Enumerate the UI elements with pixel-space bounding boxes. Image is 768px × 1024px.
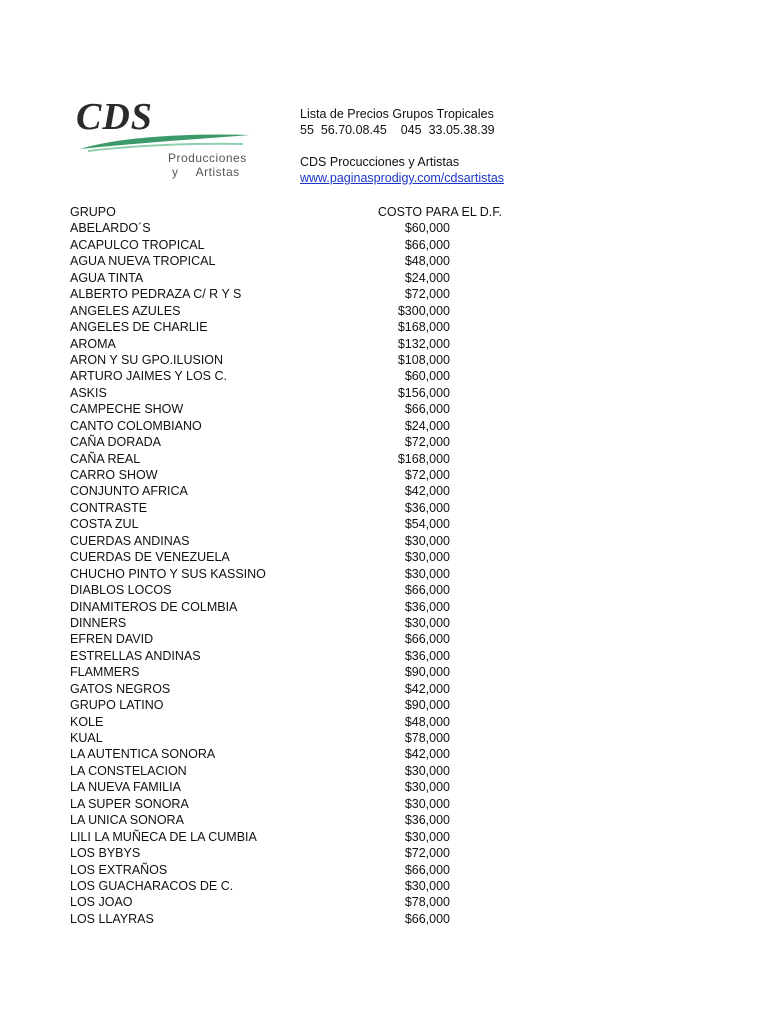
group-price: $24,000 — [404, 270, 450, 285]
group-name: LA SUPER SONORA — [70, 796, 189, 811]
group-name: CUERDAS DE VENEZUELA — [70, 550, 230, 565]
price-list-title: Lista de Precios Grupos Tropicales — [300, 107, 494, 121]
group-name: LOS EXTRAÑOS — [70, 862, 168, 877]
group-price: $66,000 — [404, 237, 450, 252]
group-name: LA NUEVA FAMILIA — [70, 780, 181, 795]
table-row — [70, 237, 460, 253]
group-price: $30,000 — [404, 615, 450, 630]
group-name: KOLE — [70, 714, 104, 729]
group-price: $30,000 — [404, 829, 450, 844]
group-name: KUAL — [70, 731, 103, 745]
group-price: $24,000 — [404, 418, 450, 433]
table-row — [70, 615, 460, 631]
group-name: DINAMITEROS DE COLMBIA — [70, 599, 238, 614]
table-row — [70, 763, 460, 779]
table-row — [70, 319, 460, 335]
group-name: LA UNICA SONORA — [70, 813, 184, 828]
group-name: LILI LA MUÑECA DE LA CUMBIA — [70, 829, 257, 844]
group-price: $42,000 — [404, 484, 450, 499]
group-name: CONJUNTO AFRICA — [70, 484, 188, 499]
group-name: AGUA TINTA — [70, 270, 144, 285]
group-price: $42,000 — [404, 747, 450, 762]
group-price: $36,000 — [404, 648, 450, 663]
company-logo — [68, 95, 268, 190]
table-row — [70, 714, 460, 730]
group-price: $48,000 — [404, 714, 450, 729]
group-name: FLAMMERS — [70, 665, 140, 680]
table-row — [70, 631, 460, 647]
group-price: $36,000 — [404, 599, 450, 614]
table-row — [70, 566, 460, 582]
group-name: ABELARDO´S — [70, 221, 151, 236]
logo-subtitle — [168, 151, 268, 179]
group-name: CHUCHO PINTO Y SUS KASSINO — [70, 566, 266, 581]
group-name: LOS GUACHARACOS DE C. — [70, 878, 234, 893]
group-name: ARTURO JAIMES Y LOS C. — [70, 369, 227, 384]
logo-sub-line2: y Artistas — [172, 165, 240, 179]
group-name: LOS LLAYRAS — [70, 911, 154, 926]
group-name: CONTRASTE — [70, 500, 148, 515]
group-price: $168,000 — [397, 320, 450, 335]
group-price: $78,000 — [404, 731, 450, 745]
group-price: $42,000 — [404, 681, 450, 696]
group-name: DIABLOS LOCOS — [70, 583, 172, 598]
group-name: CUERDAS ANDINAS — [70, 533, 190, 548]
group-price: $30,000 — [404, 878, 450, 893]
group-price: $60,000 — [404, 221, 450, 236]
table-row — [70, 599, 460, 615]
group-price: $90,000 — [404, 698, 450, 713]
group-price: $132,000 — [397, 336, 450, 351]
group-price: $30,000 — [404, 796, 450, 811]
table-row — [70, 878, 460, 894]
table-row — [70, 829, 460, 845]
group-name: CARRO SHOW — [70, 468, 158, 482]
group-price: $30,000 — [404, 763, 450, 778]
table-row — [70, 533, 460, 549]
table-row — [70, 451, 460, 467]
group-price: $78,000 — [404, 895, 450, 910]
table-row — [70, 796, 460, 812]
group-price: $60,000 — [404, 369, 450, 384]
group-price: $72,000 — [404, 287, 450, 302]
phone-numbers: 55 56.70.08.45 045 33.05.38.39 — [300, 123, 495, 137]
group-price: $90,000 — [404, 665, 450, 680]
group-name: LA AUTENTICA SONORA — [70, 747, 216, 762]
group-name: ANGELES AZULES — [70, 303, 181, 318]
table-row — [70, 434, 460, 450]
table-body — [70, 220, 460, 927]
table-row — [70, 697, 460, 713]
table-row — [70, 385, 460, 401]
table-row — [70, 779, 460, 795]
group-price: $108,000 — [397, 352, 450, 367]
logo-brand: CDS — [76, 96, 153, 138]
document-header — [300, 106, 504, 186]
group-name: CAMPECHE SHOW — [70, 402, 184, 417]
group-price: $30,000 — [404, 566, 450, 581]
table-row — [70, 500, 460, 516]
group-name: ANGELES DE CHARLIE — [70, 320, 208, 335]
table-row — [70, 253, 460, 269]
group-name: ESTRELLAS ANDINAS — [70, 648, 201, 663]
group-name: AROMA — [70, 336, 116, 351]
group-price: $30,000 — [404, 533, 450, 548]
group-price: $168,000 — [397, 451, 450, 466]
table-row — [70, 368, 460, 384]
group-price: $66,000 — [404, 402, 450, 417]
table-row — [70, 549, 460, 565]
group-name: ARON Y SU GPO.ILUSION — [70, 352, 224, 367]
group-name: LOS BYBYS — [70, 846, 141, 861]
group-price: $36,000 — [404, 500, 450, 515]
table-row — [70, 483, 460, 499]
table-row — [70, 730, 460, 746]
table-row — [70, 303, 460, 319]
group-name: CAÑA DORADA — [70, 435, 161, 450]
group-price: $66,000 — [404, 583, 450, 598]
table-row — [70, 862, 460, 878]
logo-sub-line1: Producciones — [168, 151, 247, 165]
group-price: $72,000 — [404, 468, 450, 482]
group-name: ACAPULCO TROPICAL — [70, 237, 205, 252]
group-name: GATOS NEGROS — [70, 681, 171, 696]
table-header — [70, 204, 502, 220]
group-price: $66,000 — [404, 632, 450, 647]
table-row — [70, 418, 460, 434]
group-price: $156,000 — [397, 385, 450, 400]
group-price: $30,000 — [404, 780, 450, 795]
company-name: CDS Procucciones y Artistas — [300, 155, 460, 169]
table-row — [70, 220, 460, 236]
group-name: CANTO COLOMBIANO — [70, 418, 202, 433]
group-name: AGUA NUEVA TROPICAL — [70, 254, 216, 269]
price-table — [70, 204, 502, 927]
website-link[interactable]: www.paginasprodigy.com/cdsartistas — [300, 171, 505, 185]
logo-swoosh-icon — [78, 131, 253, 153]
group-name: CAÑA REAL — [70, 451, 141, 466]
column-header-cost: COSTO PARA EL D.F. — [377, 205, 502, 219]
table-row — [70, 664, 460, 680]
group-name: ALBERTO PEDRAZA C/ R Y S — [70, 287, 242, 302]
column-header-group: GRUPO — [70, 205, 116, 219]
table-row — [70, 911, 460, 927]
group-price: $66,000 — [404, 911, 450, 926]
group-price: $66,000 — [404, 862, 450, 877]
table-row — [70, 336, 460, 352]
table-row — [70, 746, 460, 762]
table-row — [70, 286, 460, 302]
table-row — [70, 812, 460, 828]
table-row — [70, 401, 460, 417]
group-name: COSTA ZUL — [70, 517, 139, 532]
group-price: $54,000 — [404, 517, 450, 532]
group-name: LA CONSTELACION — [70, 763, 187, 778]
group-price: $300,000 — [397, 303, 450, 318]
table-row — [70, 648, 460, 664]
group-price: $48,000 — [404, 254, 450, 269]
table-row — [70, 352, 460, 368]
table-row — [70, 467, 460, 483]
group-price: $36,000 — [404, 813, 450, 828]
table-row — [70, 270, 460, 286]
group-name: DINNERS — [70, 615, 127, 630]
table-row — [70, 845, 460, 861]
table-row — [70, 582, 460, 598]
group-price: $30,000 — [404, 550, 450, 565]
group-name: EFREN DAVID — [70, 632, 154, 647]
table-row — [70, 894, 460, 910]
group-price: $72,000 — [404, 846, 450, 861]
group-price: $72,000 — [404, 435, 450, 450]
group-name: LOS JOAO — [70, 895, 133, 910]
table-row — [70, 516, 460, 532]
group-name: ASKIS — [70, 385, 107, 400]
group-name: GRUPO LATINO — [70, 698, 164, 713]
table-row — [70, 681, 460, 697]
